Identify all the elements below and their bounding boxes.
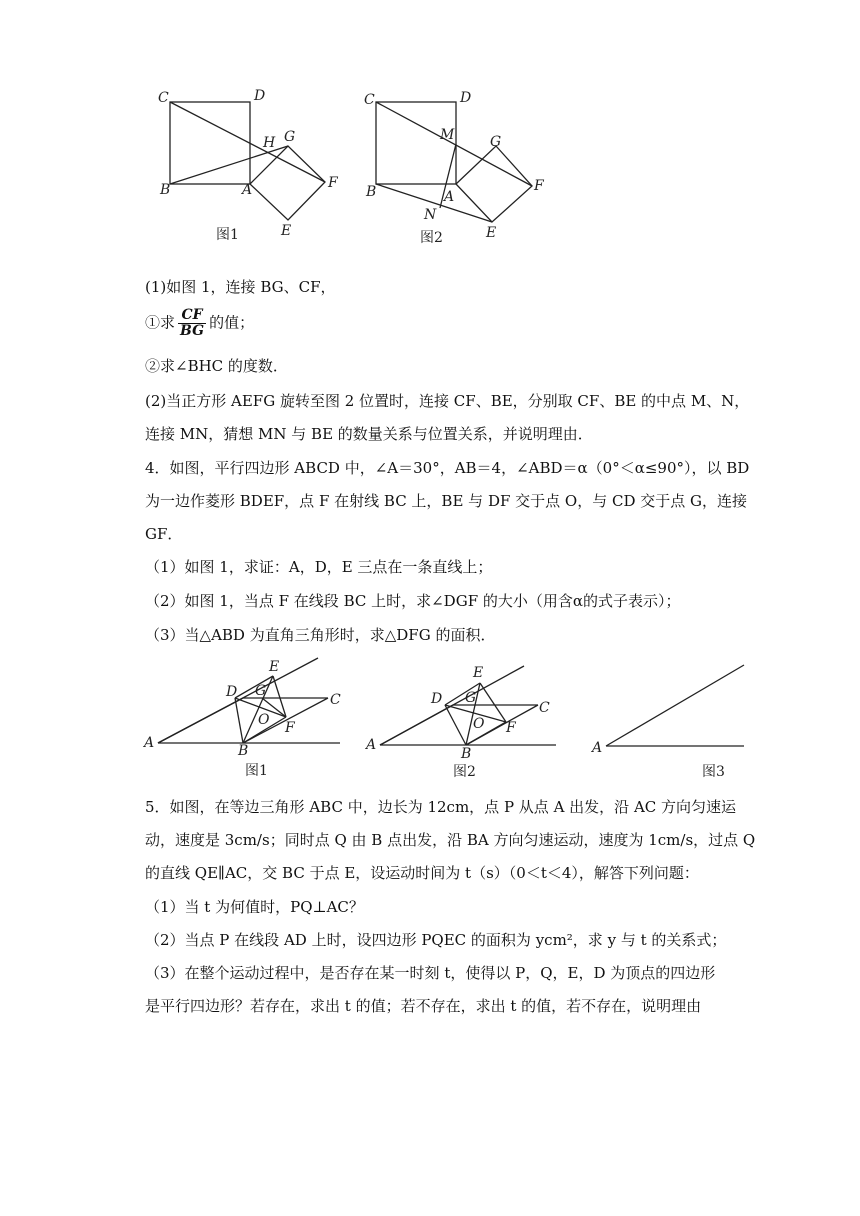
- fig1-label-a: A: [242, 182, 253, 198]
- fig2-label-e: E: [486, 225, 497, 241]
- p5-q1: （1）当 t 为何值时，PQ⊥AC？: [145, 898, 364, 916]
- p3-part1: (1)如图 1，连接 BG、CF，: [145, 278, 336, 296]
- p4-line1: 4．如图，平行四边形 ABCD 中，∠A＝30°，AB＝4，∠ABD＝α（0°＜α≤90°），以 BD: [145, 459, 750, 477]
- m-fig2-label-o: O: [473, 716, 485, 732]
- p4-line2: 为一边作菱形 BDEF，点 F 在射线 BC 上，BE 与 DF 交于点 O，与 CD 交于点 G，连接: [145, 492, 748, 510]
- figure-1-parallelogram: [158, 658, 340, 743]
- m-fig1-caption: 图1: [245, 763, 268, 779]
- fig2-label-g: G: [490, 134, 502, 150]
- fig1-label-e: E: [281, 223, 292, 239]
- m-fig3-label-a: A: [592, 740, 603, 756]
- fig1-label-c: C: [158, 90, 169, 106]
- fig1-label-h: H: [263, 135, 276, 151]
- fraction-denominator: BG: [180, 323, 205, 339]
- fig2-label-a: A: [444, 189, 455, 205]
- fig2-caption: 图2: [420, 230, 443, 246]
- m-fig1-label-f: F: [285, 720, 295, 736]
- p4-q1: （1）如图 1，求证：A，D，E 三点在一条直线上；: [145, 558, 493, 576]
- p3-q1-prefix: ①求: [145, 313, 176, 332]
- m-fig2-label-g: G: [465, 690, 477, 706]
- p4-q2: （2）如图 1，当点 F 在线段 BC 上时，求∠DGF 的大小（用含α的式子表示）；: [145, 592, 681, 610]
- p5-line3: 的直线 QE∥AC，交 BC 于点 E，设运动时间为 t（s）（0＜t＜4），解答下列问题：: [145, 864, 699, 882]
- fraction-cf-bg: [178, 308, 206, 339]
- fig2-label-d: D: [460, 90, 472, 106]
- fig2-label-b: B: [366, 184, 377, 200]
- p5-line1: 5．如图，在等边三角形 ABC 中，边长为 12cm，点 P 从点 A 出发，沿 AC 方向匀速运: [145, 798, 737, 816]
- m-fig1-label-d: D: [226, 684, 238, 700]
- figure-parallelogram-row: [140, 650, 760, 785]
- p5-q3-line2: 是平行四边形？若存在，求出 t 的值；若不存在，求出 t 的值，若不存在，说明理由: [145, 997, 702, 1015]
- m-fig2-caption: 图2: [453, 764, 476, 780]
- p4-line3: GF．: [145, 525, 183, 543]
- fig2-label-m: M: [440, 127, 455, 143]
- fraction-numerator: CF: [178, 308, 206, 324]
- m-fig2-label-e: E: [473, 665, 484, 681]
- fig1-label-g: G: [284, 129, 296, 145]
- fig1-caption: 图1: [216, 227, 239, 243]
- m-fig2-label-f: F: [506, 720, 516, 736]
- fig1-label-d: D: [254, 88, 266, 104]
- figure-square-top: [140, 80, 560, 250]
- m-fig1-label-o: O: [258, 712, 270, 728]
- p5-q3-line1: （3）在整个运动过程中，是否存在某一时刻 t，使得以 P，Q，E，D 为顶点的四边形: [145, 964, 716, 982]
- p5-line2: 动，速度是 3cm/s；同时点 Q 由 B 点出发，沿 BA 方向匀速运动，速度为 1cm/s，过点 Q: [145, 831, 756, 849]
- m-fig2-label-d: D: [431, 691, 443, 707]
- fig1-label-b: B: [160, 182, 171, 198]
- p3-q1-suffix: 的值；: [209, 313, 255, 332]
- m-fig1-label-a: A: [144, 735, 155, 751]
- fig2-label-c: C: [364, 92, 375, 108]
- p3-q1: [145, 308, 254, 339]
- figure-3-angle: [606, 665, 744, 746]
- m-fig1-label-c: C: [330, 692, 341, 708]
- m-fig1-label-e: E: [269, 659, 280, 675]
- m-fig1-label-g: G: [255, 683, 267, 699]
- fig1-label-f: F: [328, 175, 338, 191]
- p3-q2: ②求∠BHC 的度数．: [145, 357, 288, 375]
- m-fig1-label-b: B: [238, 743, 249, 759]
- p3-part2-line1: (2)当正方形 AEFG 旋转至图 2 位置时，连接 CF、BE，分别取 CF、BE 的中点 M、N，: [145, 392, 750, 410]
- p4-q3: （3）当△ABD 为直角三角形时，求△DFG 的面积．: [145, 626, 496, 644]
- m-fig2-label-b: B: [461, 746, 472, 762]
- m-fig3-caption: 图3: [702, 764, 725, 780]
- figure-1-square: [170, 102, 325, 220]
- fig2-label-f: F: [534, 178, 544, 194]
- p5-q2: （2）当点 P 在线段 AD 上时，设四边形 PQEC 的面积为 ycm²，求 y 与 t 的关系式；: [145, 931, 727, 949]
- p3-part2-line2: 连接 MN，猜想 MN 与 BE 的数量关系与位置关系，并说明理由．: [145, 425, 593, 443]
- fig2-label-n: N: [424, 207, 437, 223]
- m-fig2-label-a: A: [366, 737, 377, 753]
- m-fig2-label-c: C: [539, 700, 550, 716]
